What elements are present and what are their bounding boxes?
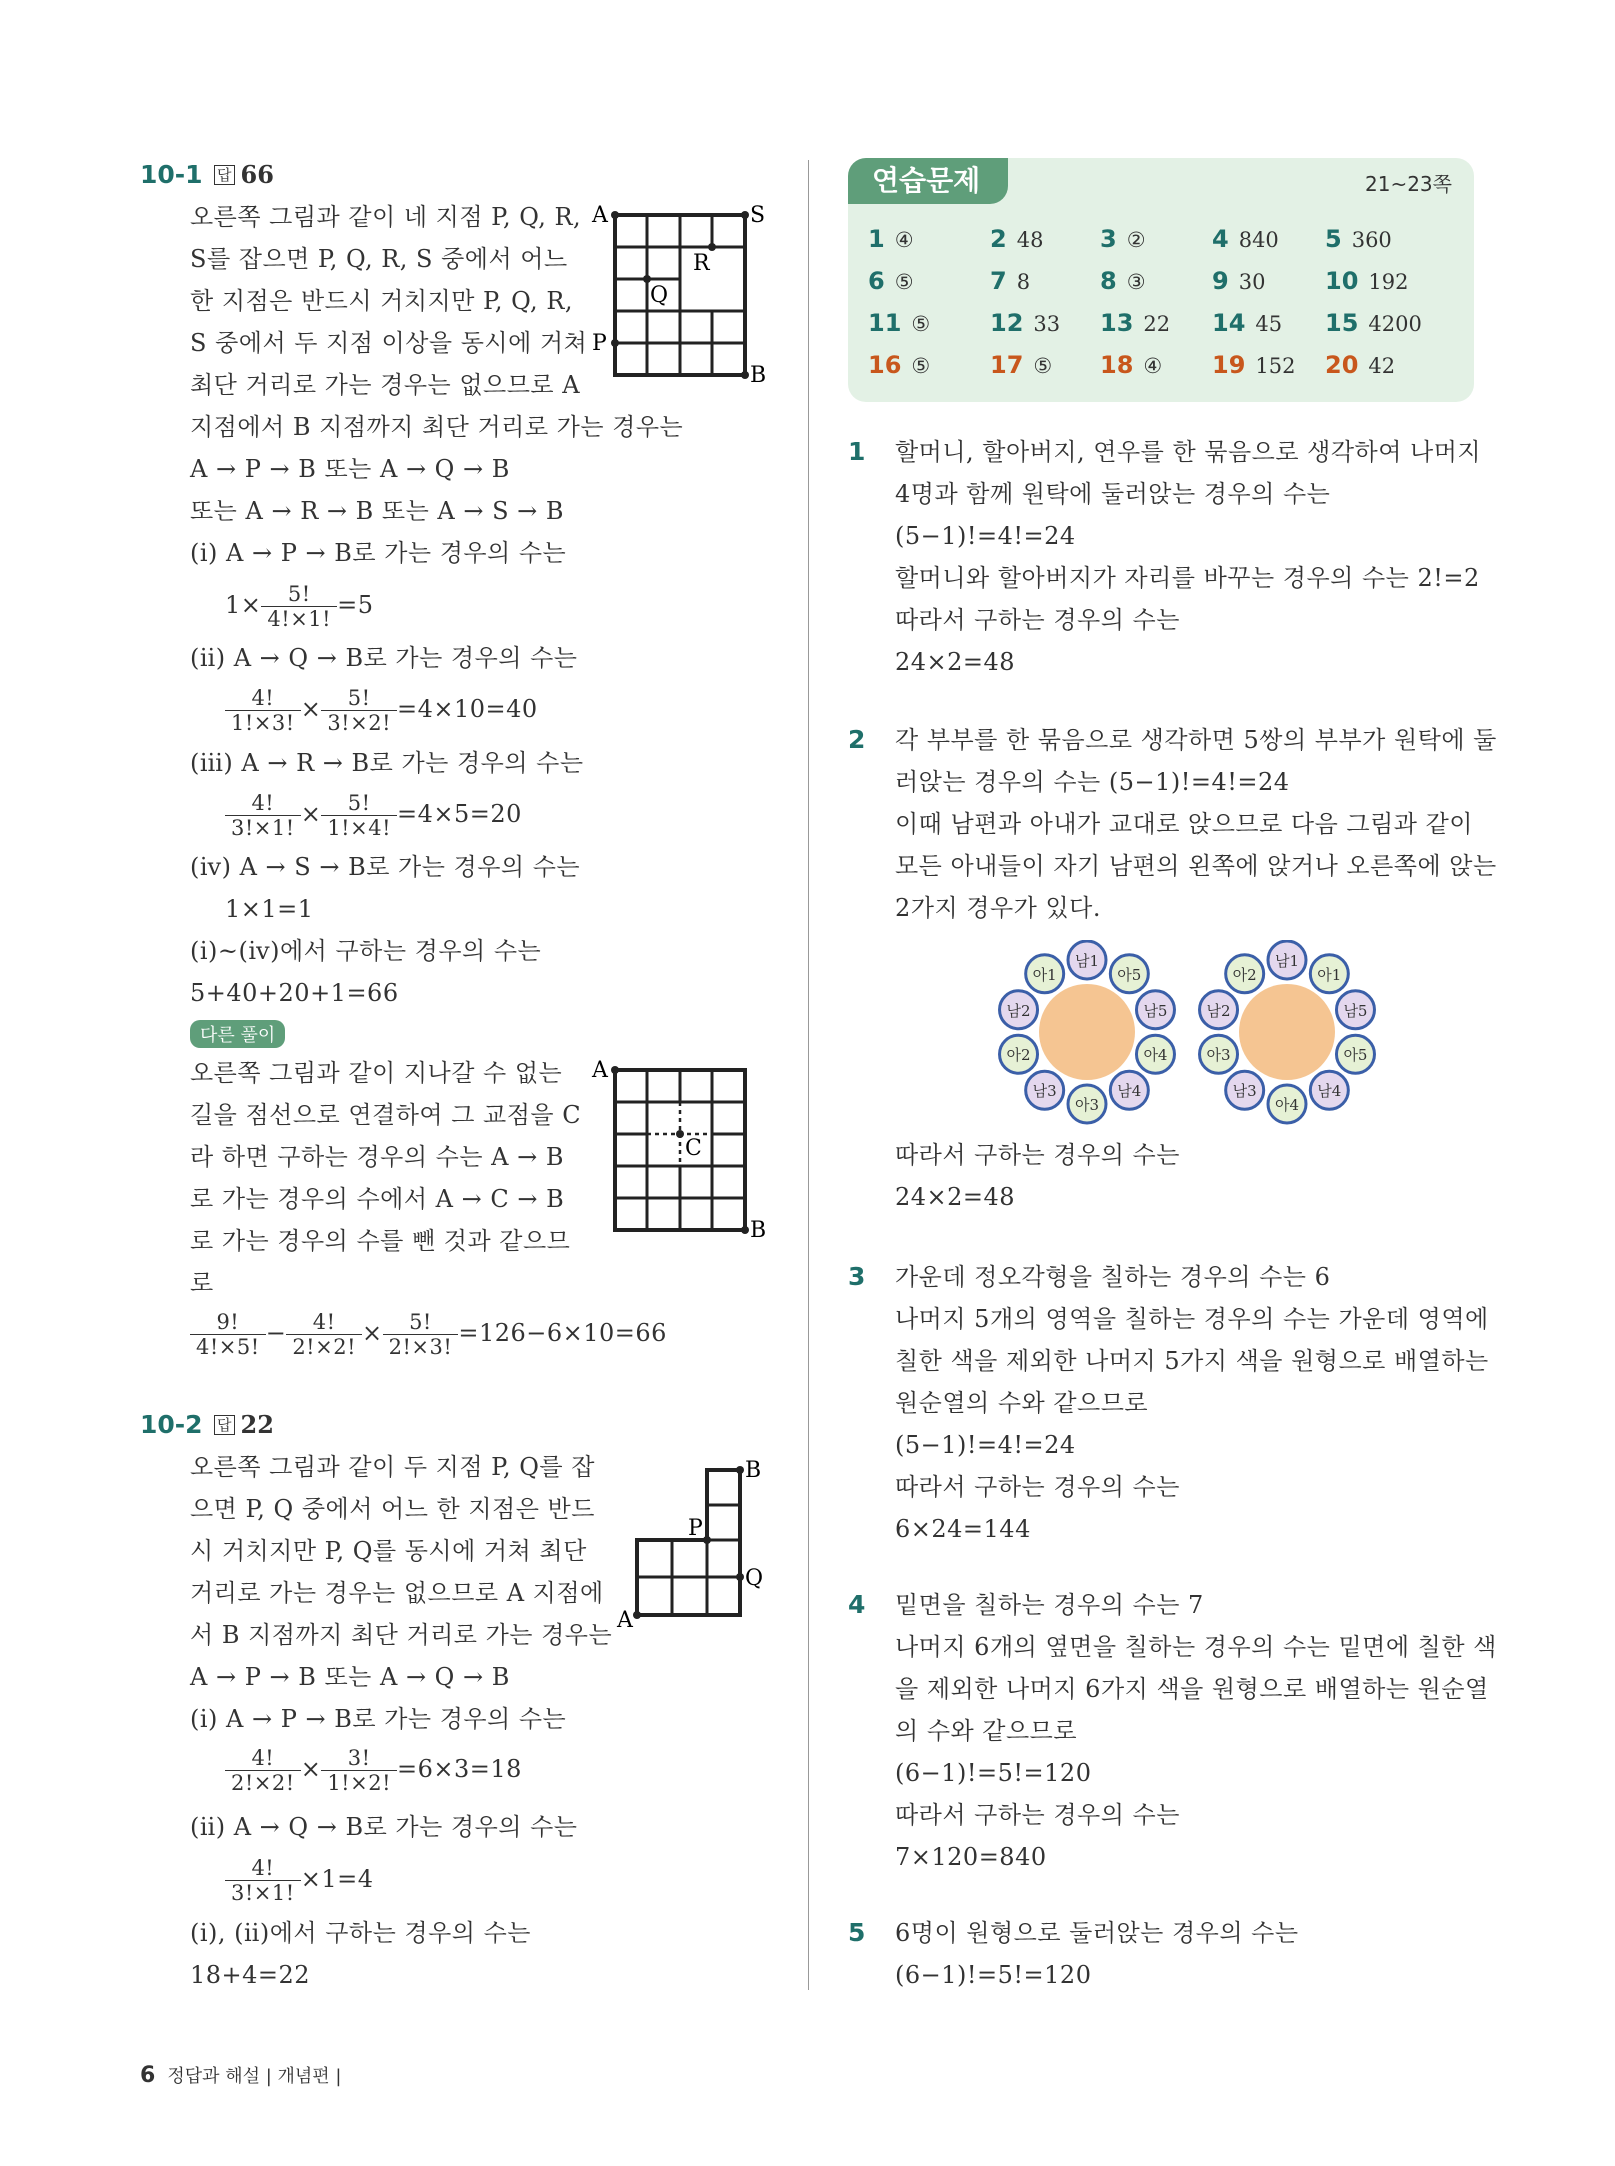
text-line: 한 지점은 반드시 거치지만 P, Q, R, (190, 287, 574, 315)
answer-question-number: 6 (868, 267, 885, 295)
answer-value: ③ (1126, 270, 1146, 294)
text-line: 24×2=48 (895, 648, 1016, 676)
point-label-r: R (693, 251, 710, 276)
problem-10-2-header: 10-2 (140, 1410, 203, 1439)
point-label-a: A (592, 1058, 608, 1083)
seat-label: 남2 (1206, 1001, 1231, 1020)
practice-page-range: 21~23쪽 (1365, 172, 1452, 196)
text-line: 또는 A → R → B 또는 A → S → B (190, 497, 565, 525)
answer-value: 152 (1255, 354, 1296, 378)
text-line: 오른쪽 그림과 같이 네 지점 P, Q, R, (190, 203, 582, 231)
answer-question-number: 8 (1100, 267, 1117, 295)
solution-number: 1 (848, 437, 866, 466)
answer-question-number: 15 (1325, 309, 1359, 337)
text-line: 거리로 가는 경우는 없으므로 A 지점에 (190, 1579, 604, 1607)
answer-value: 4200 (1368, 312, 1422, 336)
text-line: 러앉는 경우의 수는 (5−1)!=4!=24 (895, 768, 1290, 796)
round-table-b (1200, 941, 1375, 1123)
text-line: 각 부부를 한 묶음으로 생각하면 5쌍의 부부가 원탁에 둘 (895, 726, 1497, 754)
table-top (1039, 984, 1135, 1080)
answer-question-number: 9 (1212, 267, 1229, 295)
text-line: (ⅰ) A → P → B로 가는 경우의 수는 (190, 539, 567, 567)
answer-question-number: 18 (1100, 351, 1134, 379)
answer-question-number: 12 (990, 309, 1024, 337)
calc-line: $\frac{9!}{4!\times 5!}$ − $\frac{4!}{2!\times 2!}$ × $\frac{5!}{2!\times 3!}$ =126−6×10=66 (190, 1310, 667, 1359)
answer-item (868, 310, 930, 337)
answer-question-number: 4 (1212, 225, 1229, 253)
answer-value: ② (1126, 228, 1146, 252)
round-table-a (1000, 941, 1175, 1123)
text-line: 1×1=1 (225, 895, 314, 923)
answer-item (1212, 268, 1265, 295)
answer-item (1100, 226, 1146, 253)
answer-question-number: 2 (990, 225, 1007, 253)
table-top (1239, 984, 1335, 1080)
text-line: 따라서 구하는 경우의 수는 (895, 1141, 1180, 1169)
text-line: 의 수와 같으므로 (895, 1717, 1078, 1745)
point-label-p: P (592, 331, 607, 356)
text-line: 라 하면 구하는 경우의 수는 A → B (190, 1143, 565, 1171)
point-label-p: P (688, 1516, 703, 1541)
point-label-b: B (745, 1458, 762, 1483)
seat-label: 아3 (1206, 1046, 1231, 1065)
seat-label: 남3 (1032, 1082, 1057, 1101)
answer-item (990, 268, 1030, 295)
text-line: (ⅳ) A → S → B로 가는 경우의 수는 (190, 853, 581, 881)
answer-item (868, 268, 914, 295)
answer-item (868, 352, 930, 379)
calc-line: $\frac{4!}{3!\times 1!}$ ×1=4 (225, 1856, 373, 1905)
grid-figure-pqrs (590, 200, 770, 400)
answer-item (1212, 310, 1282, 337)
calc-line: 1× $\frac{5!}{4!\times 1!}$ =5 (225, 582, 374, 631)
answer-value: 33 (1033, 312, 1061, 336)
alt-solution-badge: 다른 풀이 (190, 1020, 285, 1048)
answer-item (1100, 310, 1170, 337)
text-line: 24×2=48 (895, 1183, 1016, 1211)
answer-question-number: 16 (868, 351, 902, 379)
answer-value: ⑤ (911, 354, 931, 378)
text-line: 밑면을 칠하는 경우의 수는 7 (895, 1591, 1204, 1619)
answer-question-number: 10 (1325, 267, 1359, 295)
problem-10-1-header: 10-1 (140, 160, 203, 189)
text-line: 5+40+20+1=66 (190, 979, 399, 1007)
text-line: 4명과 함께 원탁에 둘러앉는 경우의 수는 (895, 480, 1331, 508)
text-line: 2가지 경우가 있다. (895, 894, 1101, 922)
point-label-b: B (750, 1218, 767, 1243)
text-line: 오른쪽 그림과 같이 지나갈 수 없는 (190, 1059, 563, 1087)
text-line: 모든 아내들이 자기 남편의 왼쪽에 앉거나 오른쪽에 앉는 (895, 852, 1497, 880)
text-line: 시 거치지만 P, Q를 동시에 거쳐 최단 (190, 1537, 587, 1565)
seat-label: 아4 (1274, 1096, 1300, 1114)
solution-number: 4 (848, 1590, 866, 1619)
text-line: A → P → B 또는 A → Q → B (190, 455, 510, 483)
seat-label: 아4 (1143, 1046, 1168, 1065)
answer-question-number: 17 (990, 351, 1024, 379)
text-line: 나머지 5개의 영역을 칠하는 경우의 수는 가운데 영역에 (895, 1305, 1489, 1333)
text-line: 길을 점선으로 연결하여 그 교점을 C (190, 1101, 582, 1129)
round-table-figure (995, 940, 1385, 1125)
text-line: (ⅰ), (ⅱ)에서 구하는 경우의 수는 (190, 1919, 531, 1947)
answer-question-number: 1 (868, 225, 885, 253)
text-line: 나머지 6개의 옆면을 칠하는 경우의 수는 밑면에 칠한 색 (895, 1633, 1497, 1661)
answer-value: ④ (1143, 354, 1163, 378)
answer-value: 8 (1016, 270, 1031, 294)
seat-label: 아3 (1074, 1096, 1100, 1114)
grid-figure-pq-lshape (605, 1455, 775, 1640)
answer-question-number: 13 (1100, 309, 1134, 337)
calc-line: $\frac{4!}{2!\times 2!}$ × $\frac{3!}{1!\times 2!}$ =6×3=18 (225, 1746, 522, 1795)
text-line: 할머니와 할아버지가 자리를 바꾸는 경우의 수는 2!=2 (895, 564, 1480, 592)
answer-value: ⑤ (911, 312, 931, 336)
answer-question-number: 7 (990, 267, 1007, 295)
text-line: 로 가는 경우의 수를 뺀 것과 같으므 (190, 1227, 571, 1255)
seat-label: 아5 (1343, 1046, 1368, 1065)
seat-label: 남5 (1143, 1001, 1168, 1020)
answer-question-number: 11 (868, 309, 902, 337)
text-line: 지점에서 B 지점까지 최단 거리로 가는 경우는 (190, 413, 684, 441)
text-line: 따라서 구하는 경우의 수는 (895, 1473, 1180, 1501)
text-line: (6−1)!=5!=120 (895, 1759, 1092, 1787)
text-line: A → P → B 또는 A → Q → B (190, 1663, 510, 1691)
text-line: 로 (190, 1269, 214, 1297)
text-line: 따라서 구하는 경우의 수는 (895, 1801, 1180, 1829)
text-line: 6×24=144 (895, 1515, 1031, 1543)
answer-item (990, 310, 1060, 337)
text-line: 이때 남편과 아내가 교대로 앉으므로 다음 그림과 같이 (895, 810, 1473, 838)
text-line: 18+4=22 (190, 1961, 311, 1989)
answer-value: ⑤ (894, 270, 914, 294)
answer-question-number: 20 (1325, 351, 1359, 379)
point-label-s: S (750, 203, 766, 228)
seat-label: 남4 (1117, 1082, 1142, 1101)
seat-label: 남1 (1074, 952, 1100, 970)
answer-item (868, 226, 914, 253)
answer-value: 45 (1255, 312, 1283, 336)
answer-value: 840 (1238, 228, 1279, 252)
text-line: S를 잡으면 P, Q, R, S 중에서 어느 (190, 245, 568, 273)
text-line: 할머니, 할아버지, 연우를 한 묶음으로 생각하여 나머지 (895, 438, 1482, 466)
answer-item (1100, 268, 1146, 295)
text-line: 원순열의 수와 같으므로 (895, 1389, 1149, 1417)
seat-label: 남5 (1343, 1001, 1368, 1020)
calc-line: $\frac{4!}{1!\times 3!}$ × $\frac{5!}{3!\times 2!}$ =4×10=40 (225, 686, 538, 735)
column-divider (808, 160, 809, 1990)
point-label-c: C (685, 1136, 702, 1161)
text-line: (ⅱ) A → Q → B로 가는 경우의 수는 (190, 1813, 578, 1841)
grid-figure-c (590, 1055, 770, 1255)
answer-item (1325, 268, 1409, 295)
answer-value: ⑤ (1033, 354, 1053, 378)
practice-title: 연습문제 (848, 158, 1008, 204)
answer-value: 360 (1351, 228, 1392, 252)
text-line: (ⅰ) A → P → B로 가는 경우의 수는 (190, 1705, 567, 1733)
answer-value: ④ (894, 228, 914, 252)
text-line: (ⅲ) A → R → B로 가는 경우의 수는 (190, 749, 584, 777)
answer-item (1325, 226, 1392, 253)
answer-item (1325, 310, 1422, 337)
answer-question-number: 14 (1212, 309, 1246, 337)
seat-label: 아1 (1032, 965, 1057, 984)
text-line: 로 가는 경우의 수에서 A → C → B (190, 1185, 565, 1213)
answer-item (990, 352, 1052, 379)
answer-value: 48 (1016, 228, 1044, 252)
seat-label: 남1 (1274, 952, 1300, 970)
answer-item (1100, 352, 1162, 379)
text-line: 따라서 구하는 경우의 수는 (895, 606, 1180, 634)
seat-label: 아1 (1317, 965, 1342, 984)
point-label-b: B (750, 363, 767, 388)
text-line: 으면 P, Q 중에서 어느 한 지점은 반드 (190, 1495, 595, 1523)
seat-label: 아5 (1117, 965, 1142, 984)
answer-value: 30 (1238, 270, 1266, 294)
answer-item (990, 226, 1043, 253)
answer-value: 42 (1368, 354, 1396, 378)
point-label-q: Q (650, 283, 669, 308)
calc-line: $\frac{4!}{3!\times 1!}$ × $\frac{5!}{1!\times 4!}$ =4×5=20 (225, 791, 522, 840)
answer-item (1325, 352, 1395, 379)
text-line: 최단 거리로 가는 경우는 없으므로 A (190, 371, 581, 399)
text-line: 가운데 정오각형을 칠하는 경우의 수는 6 (895, 1263, 1331, 1291)
seat-label: 남3 (1232, 1082, 1257, 1101)
answer-item (1212, 352, 1296, 379)
answer-10-2: 답 22 (214, 1410, 274, 1439)
text-line: 7×120=840 (895, 1843, 1047, 1871)
solution-number: 3 (848, 1262, 866, 1291)
answer-item (1212, 226, 1279, 253)
page-footer: 6 정답과 해설 | 개념편 | (140, 2063, 342, 2088)
text-line: (ⅰ)~(ⅳ)에서 구하는 경우의 수는 (190, 937, 542, 965)
text-line: (5−1)!=4!=24 (895, 1431, 1076, 1459)
answer-value: 192 (1368, 270, 1409, 294)
seat-label: 아2 (1006, 1046, 1031, 1065)
text-line: 6명이 원형으로 둘러앉는 경우의 수는 (895, 1919, 1299, 1947)
point-label-a: A (592, 203, 608, 228)
text-line: (ⅱ) A → Q → B로 가는 경우의 수는 (190, 644, 578, 672)
answer-10-1: 답 66 (214, 160, 274, 189)
seat-label: 남2 (1006, 1001, 1031, 1020)
text-line: 을 제외한 나머지 6가지 색을 원형으로 배열하는 원순열 (895, 1675, 1489, 1703)
answer-value: 22 (1143, 312, 1171, 336)
answer-question-number: 19 (1212, 351, 1246, 379)
solution-number: 2 (848, 725, 866, 754)
seat-label: 아2 (1232, 965, 1257, 984)
answer-question-number: 3 (1100, 225, 1117, 253)
text-line: (6−1)!=5!=120 (895, 1961, 1092, 1989)
seat-label: 남4 (1317, 1082, 1342, 1101)
solution-number: 5 (848, 1918, 866, 1947)
text-line: (5−1)!=4!=24 (895, 522, 1076, 550)
text-line: 서 B 지점까지 최단 거리로 가는 경우는 (190, 1621, 613, 1649)
text-line: 칠한 색을 제외한 나머지 5가지 색을 원형으로 배열하는 (895, 1347, 1489, 1375)
text-line: 오른쪽 그림과 같이 두 지점 P, Q를 잡 (190, 1453, 595, 1481)
answer-question-number: 5 (1325, 225, 1342, 253)
text-line: S 중에서 두 지점 이상을 동시에 거쳐 (190, 329, 588, 357)
point-label-a: A (617, 1608, 633, 1633)
point-label-q: Q (745, 1566, 764, 1591)
